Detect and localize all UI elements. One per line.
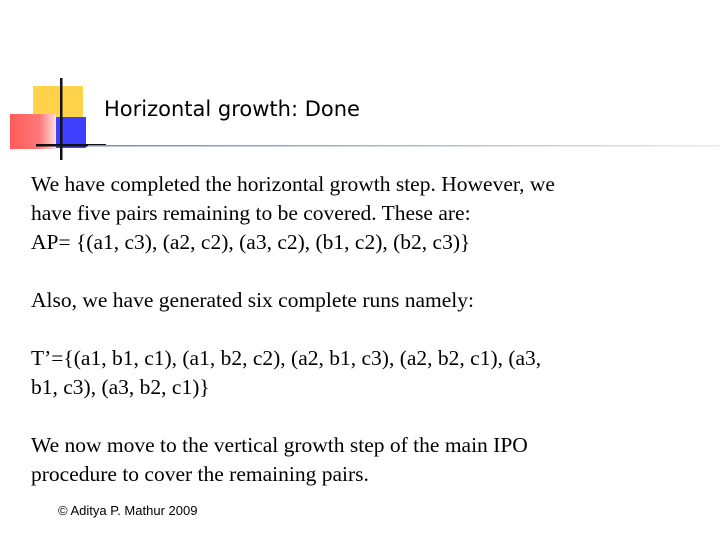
text-line: b1, c3), (a3, b2, c1)}	[31, 375, 210, 399]
text-line: procedure to cover the remaining pairs.	[31, 462, 369, 486]
paragraph-remaining-pairs	[31, 170, 681, 257]
paragraph-complete-runs	[31, 286, 681, 315]
text-line: We have completed the horizontal growth step. However, we	[31, 172, 555, 196]
text-line: AP= {(a1, c3), (a2, c2), (a3, c2), (b1, c2), (b2, c3)}	[31, 230, 471, 254]
text-line: have five pairs remaining to be covered. These are:	[31, 201, 471, 225]
horizontal-rule	[88, 145, 720, 147]
slide-title: Horizontal growth: Done	[104, 97, 360, 121]
copyright-footer: © Aditya P. Mathur 2009	[58, 503, 198, 518]
red-fade-bar	[10, 114, 56, 149]
text-line: T’={(a1, b1, c1), (a1, b2, c2), (a2, b1, c3), (a2, b2, c1), (a3,	[31, 346, 542, 370]
text-line: Also, we have generated six complete runs namely:	[31, 288, 474, 312]
paragraph-test-set	[31, 344, 681, 402]
vertical-black-line	[60, 78, 63, 160]
paragraph-vertical-growth	[31, 431, 681, 489]
text-line: We now move to the vertical growth step of the main IPO	[31, 433, 528, 457]
slide-corner-decoration	[0, 0, 720, 170]
slide-body	[31, 170, 681, 489]
